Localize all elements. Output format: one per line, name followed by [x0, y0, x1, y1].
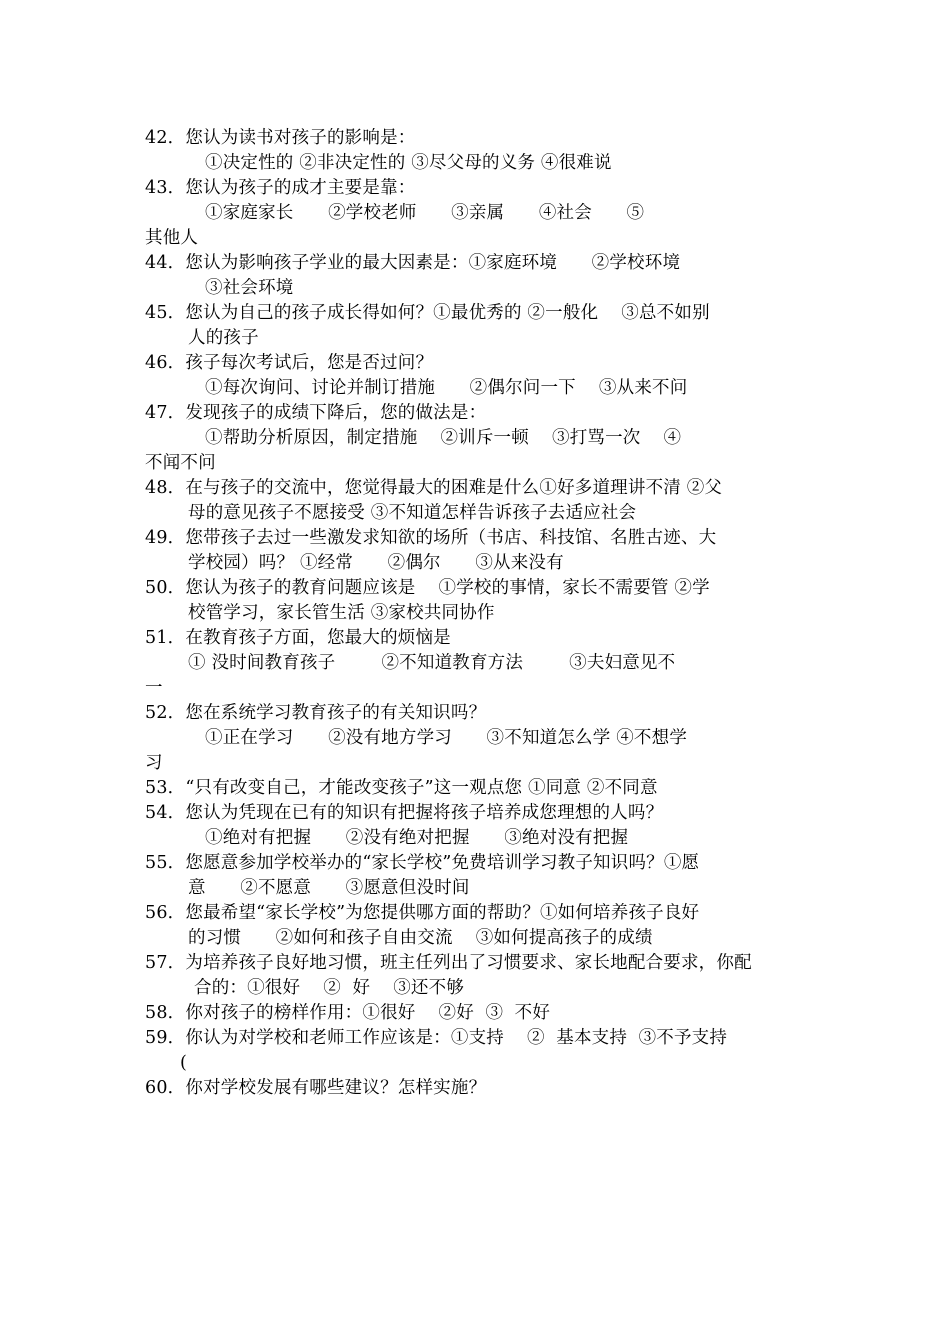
- question-47-options-cont: 不闻不问: [145, 453, 216, 473]
- question-51: 51．在教育孩子方面，您最大的烦恼是: [145, 628, 451, 648]
- question-52-options-cont: 习: [145, 753, 163, 773]
- question-51-options-cont: 一: [145, 678, 163, 698]
- question-60: 60．你对学校发展有哪些建议？怎样实施？: [145, 1078, 487, 1098]
- question-43-options: ①家庭家长 ②学校老师 ③亲属 ④社会 ⑤: [205, 203, 645, 223]
- question-55-cont: 意 ②不愿意 ③愿意但没时间: [188, 878, 470, 898]
- question-42-options: ①决定性的 ②非决定性的 ③尽父母的义务 ④很难说: [205, 153, 612, 173]
- question-54-options: ①绝对有把握 ②没有绝对把握 ③绝对没有把握: [205, 828, 629, 848]
- question-59-cont: (: [180, 1053, 188, 1073]
- question-45-cont: 人的孩子: [188, 328, 259, 348]
- question-56-cont: 的习惯 ②如何和孩子自由交流 ③如何提高孩子的成绩: [188, 928, 653, 948]
- question-51-options: ① 没时间教育孩子 ②不知道教育方法 ③夫妇意见不: [188, 653, 676, 673]
- question-47-options: ①帮助分析原因，制定措施 ②训斥一顿 ③打骂一次 ④: [205, 428, 682, 448]
- question-50: 50．您认为孩子的教育问题应该是 ①学校的事情，家长不需要管 ②学: [145, 578, 710, 598]
- question-49-cont: 学校园）吗？ ①经常 ②偶尔 ③从来没有: [188, 553, 564, 573]
- question-47: 47．发现孩子的成绩下降后，您的做法是：: [145, 403, 487, 423]
- question-56: 56．您最希望“家长学校”为您提供哪方面的帮助？①如何培养孩子良好: [145, 903, 700, 923]
- question-57-cont: 合的：①很好 ② 好 ③还不够: [194, 978, 465, 998]
- question-55: 55．您愿意参加学校举办的“家长学校”免费培训学习教子知识吗？①愿: [145, 853, 700, 873]
- question-50-cont: 校管学习，家长管生活 ③家校共同协作: [188, 603, 495, 623]
- question-46: 46．孩子每次考试后，您是否过问？: [145, 353, 434, 373]
- question-54: 54．您认为凭现在已有的知识有把握将孩子培养成您理想的人吗？: [145, 803, 664, 823]
- question-49: 49．您带孩子去过一些激发求知欲的场所（书店、科技馆、名胜古迹、大: [145, 528, 717, 548]
- question-43-options-cont: 其他人: [145, 228, 199, 248]
- question-44: 44．您认为影响孩子学业的最大因素是：①家庭环境 ②学校环境: [145, 253, 681, 273]
- question-57: 57．为培养孩子良好地习惯，班主任列出了习惯要求、家长地配合要求，你配: [145, 953, 752, 973]
- question-58: 58．你对孩子的榜样作用：①很好 ②好 ③ 不好: [145, 1003, 551, 1023]
- question-44-cont: ③社会环境: [205, 278, 294, 298]
- question-46-options: ①每次询问、讨论并制订措施 ②偶尔问一下 ③从来不问: [205, 378, 688, 398]
- question-45: 45．您认为自己的孩子成长得如何？①最优秀的 ②一般化 ③总不如别: [145, 303, 710, 323]
- question-48: 48．在与孩子的交流中，您觉得最大的困难是什么①好多道理讲不清 ②父: [145, 478, 723, 498]
- question-59: 59．你认为对学校和老师工作应该是：①支持 ② 基本支持 ③不予支持: [145, 1028, 728, 1048]
- question-43: 43．您认为孩子的成才主要是靠：: [145, 178, 416, 198]
- question-42: 42．您认为读书对孩子的影响是：: [145, 128, 416, 148]
- question-52-options: ①正在学习 ②没有地方学习 ③不知道怎么学 ④不想学: [205, 728, 688, 748]
- question-52: 52．您在系统学习教育孩子的有关知识吗？: [145, 703, 487, 723]
- question-48-cont: 母的意见孩子不愿接受 ③不知道怎样告诉孩子去适应社会: [188, 503, 637, 523]
- question-53: 53．“只有改变自己，才能改变孩子”这一观点您 ①同意 ②不同意: [145, 778, 658, 798]
